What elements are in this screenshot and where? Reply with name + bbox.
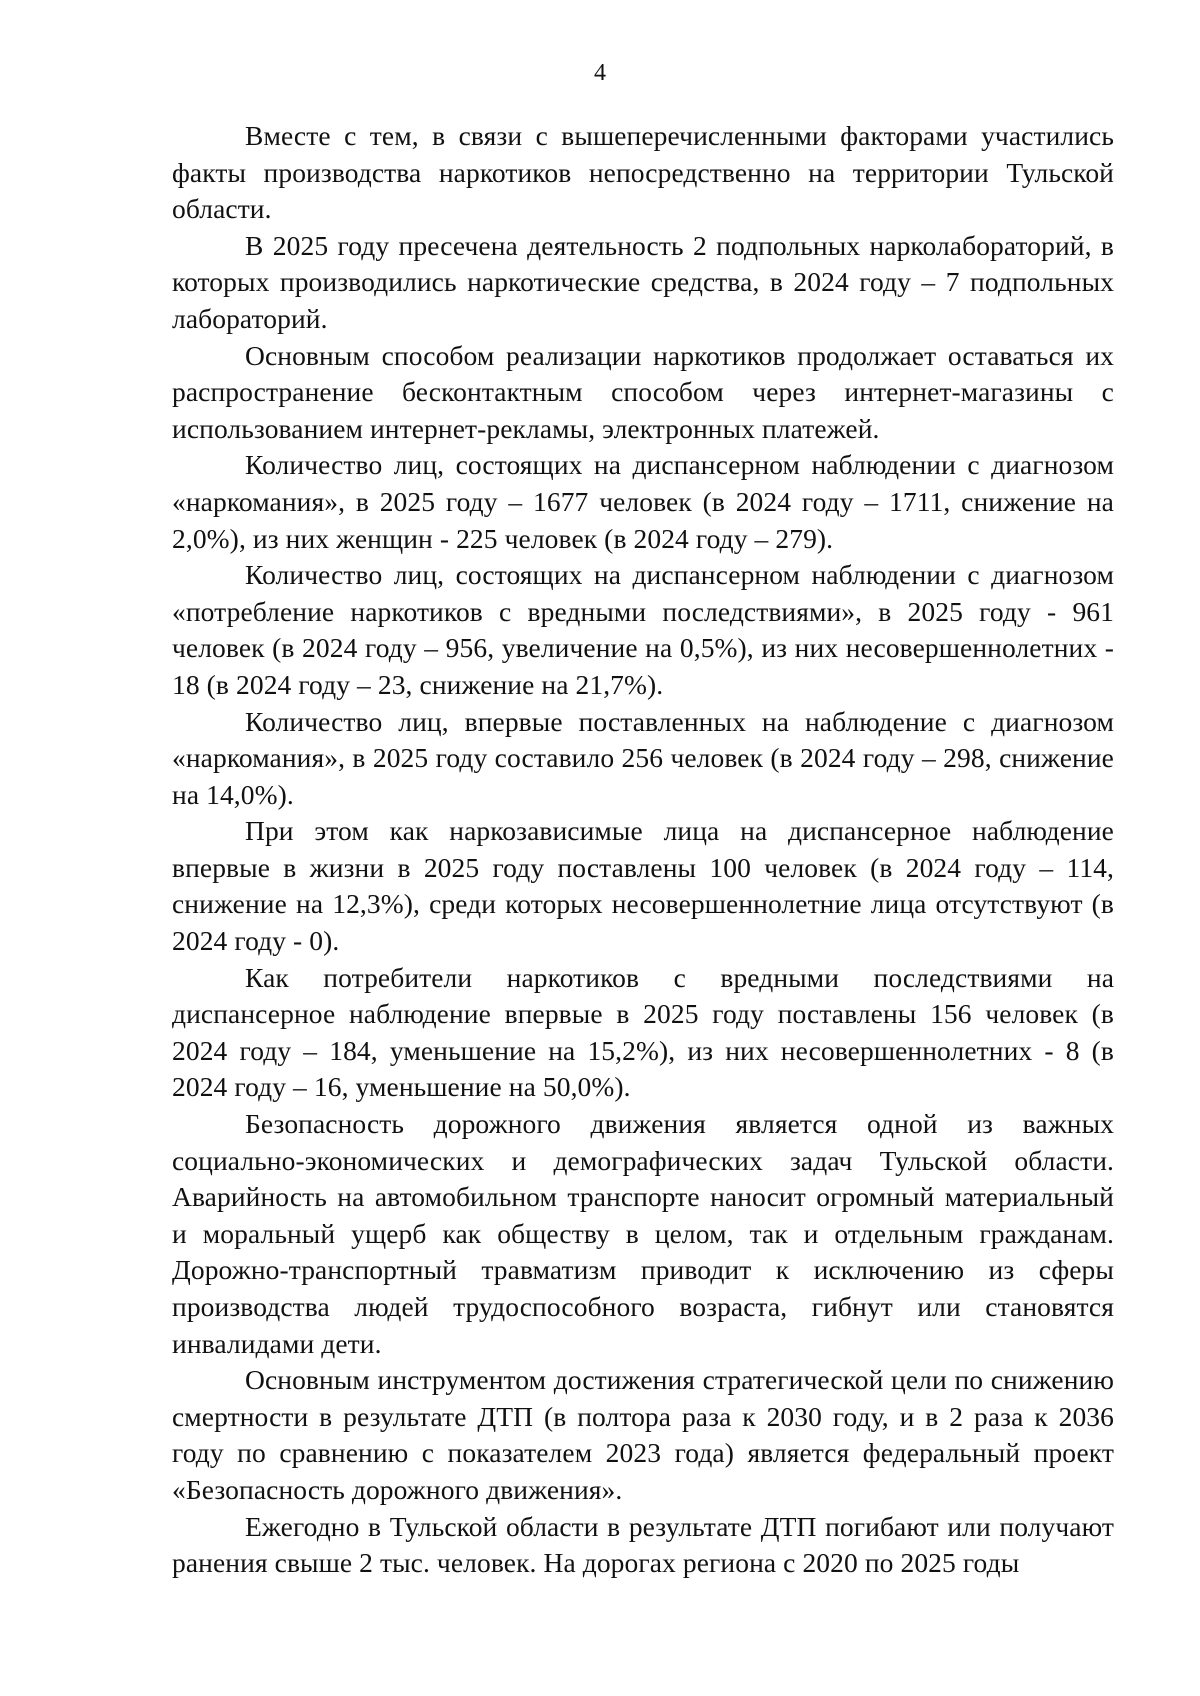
paragraph-addiction-registered: Количество лиц, состоящих на диспансерном наблюдении с диагнозом «наркомания», в 2025 году – 1677 человек (в 2024 году – 1711, снижение на 2,0%), из них женщин - 225 человек (в 2024 году – 279). <box>172 449 1114 554</box>
document-body <box>172 118 1114 1582</box>
paragraph-drug-production: Вместе с тем, в связи с вышеперечисленными факторами участились факты производства наркотиков непосредственно на территории Тульской области. <box>172 120 1114 225</box>
paragraph-harmful-use-registered: Количество лиц, состоящих на диспансерном наблюдении с диагнозом «потребление наркотиков с вредными последствиями», в 2025 году - 961 человек (в 2024 году – 956, увеличение на 0,5%), из них несовершеннолетних - 18 (в 2024 году – 23, снижение на 21,7%). <box>172 559 1114 700</box>
paragraph-addiction-first-time: Количество лиц, впервые поставленных на наблюдение с диагнозом «наркомания», в 2025 году составило 256 человек (в 2024 году – 298, снижение на 14,0%). <box>172 705 1114 810</box>
paragraph-accident-victims: Ежегодно в Тульской области в результате ДТП погибают или получают ранения свыше 2 тыс. человек. На дорогах региона с 2020 по 2025 годы <box>172 1510 1114 1579</box>
paragraph-drug-distribution: Основным способом реализации наркотиков продолжает оставаться их распространение бесконтактным способом через интернет-магазины с использованием интернет-рекламы, электронных платежей. <box>172 339 1114 444</box>
paragraph-road-safety: Безопасность дорожного движения является одной из важных социально-экономических и демографических задач Тульской области. Аварийность на автомобильном транспорте наносит огромный материальный и моральный ущерб как обществу в целом, так и отдельным гражданам. Дорожно-транспортный травматизм приводит к исключению из сферы производства людей трудоспособного возраста, гибнут или становятся инвалидами дети. <box>172 1108 1114 1359</box>
paragraph-harmful-use-first-time: Как потребители наркотиков с вредными последствиями на диспансерное наблюдение впервые в 2025 году поставлены 156 человек (в 2024 году – 184, уменьшение на 15,2%), из них несовершеннолетних - 8 (в 2024 году – 16, уменьшение на 50,0%). <box>172 961 1114 1103</box>
paragraph-drug-labs: В 2025 году пресечена деятельность 2 подпольных нарколабораторий, в которых производились наркотические средства, в 2024 году – 7 подпольных лабораторий. <box>172 229 1114 334</box>
paragraph-first-in-life: При этом как наркозависимые лица на диспансерное наблюдение впервые в жизни в 2025 году поставлены 100 человек (в 2024 году – 114, снижение на 12,3%), среди которых несовершеннолетние лица отсутствуют (в 2024 году - 0). <box>172 815 1114 957</box>
page-number: 4 <box>594 60 606 86</box>
paragraph-federal-project: Основным инструментом достижения стратегической цели по снижению смертности в результате ДТП (в полтора раза к 2030 году, и в 2 раза к 2036 году по сравнению с показателем 2023 года) является федеральный проект «Безопасность дорожного движения». <box>172 1364 1114 1505</box>
